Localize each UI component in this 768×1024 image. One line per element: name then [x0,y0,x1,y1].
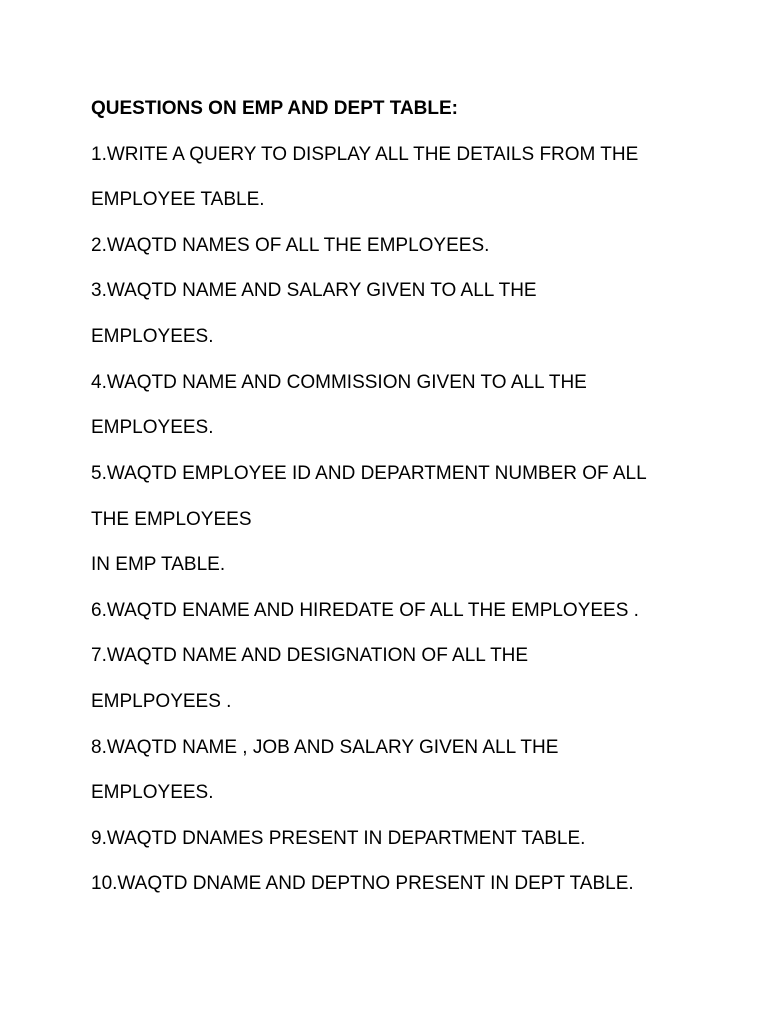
question-9-line-1: 9.WAQTD DNAMES PRESENT IN DEPARTMENT TABLE. [91,828,586,849]
question-3-line-1: 3.WAQTD NAME AND SALARY GIVEN TO ALL THE [91,280,537,301]
question-3-line-2: EMPLOYEES. [91,326,214,347]
question-7-line-1: 7.WAQTD NAME AND DESIGNATION OF ALL THE [91,645,529,666]
question-5-line-2: THE EMPLOYEES [91,509,252,530]
question-10-line-1: 10.WAQTD DNAME AND DEPTNO PRESENT IN DEPT TABLE. [91,873,634,894]
question-5-line-1: 5.WAQTD EMPLOYEE ID AND DEPARTMENT NUMBER OF ALL [91,463,647,484]
question-8-line-2: EMPLOYEES. [91,782,214,803]
question-7-line-2: EMPLPOYEES . [91,691,232,712]
question-5-line-3: IN EMP TABLE. [91,554,226,575]
document-heading: QUESTIONS ON EMP AND DEPT TABLE: [91,98,459,119]
question-6-line-1: 6.WAQTD ENAME AND HIREDATE OF ALL THE EMPLOYEES . [91,600,639,621]
question-1-line-1: 1.WRITE A QUERY TO DISPLAY ALL THE DETAILS FROM THE [91,144,639,165]
question-4-line-1: 4.WAQTD NAME AND COMMISSION GIVEN TO ALL THE [91,372,587,393]
question-1-line-2: EMPLOYEE TABLE. [91,189,265,210]
question-4-line-2: EMPLOYEES. [91,417,214,438]
question-8-line-1: 8.WAQTD NAME , JOB AND SALARY GIVEN ALL THE [91,737,559,758]
question-2-line-1: 2.WAQTD NAMES OF ALL THE EMPLOYEES. [91,235,490,256]
